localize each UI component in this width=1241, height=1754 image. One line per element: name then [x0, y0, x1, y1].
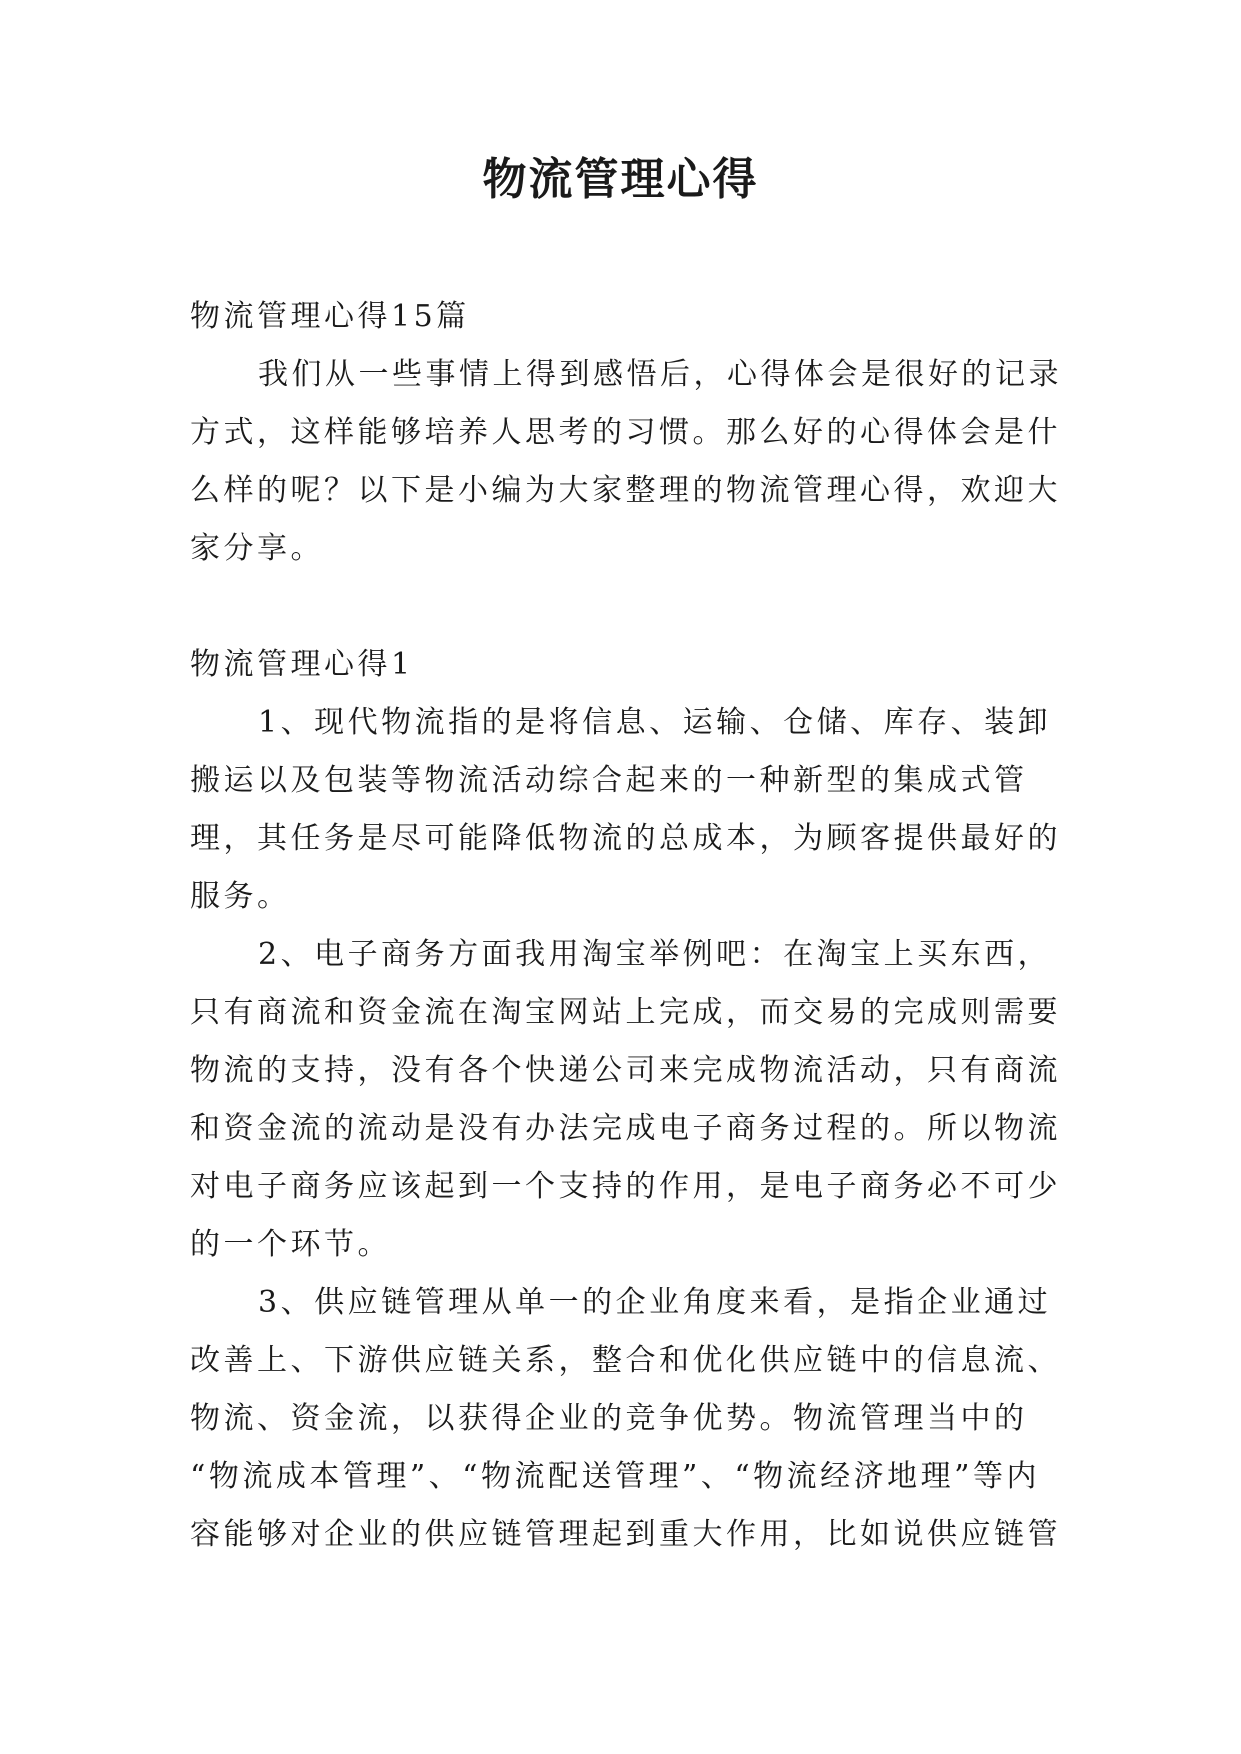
text-line: “物流成本管理”、“物流配送管理”、“物流经济地理”等内	[190, 1459, 1041, 1494]
text-line: 3、供应链管理从单一的企业角度来看，是指企业通过	[258, 1285, 1052, 1320]
text-line: 么样的呢？以下是小编为大家整理的物流管理心得，欢迎大	[190, 473, 1061, 508]
text-line: 容能够对企业的供应链管理起到重大作用，比如说供应链管	[190, 1517, 1061, 1552]
text-line: 搬运以及包装等物流活动综合起来的一种新型的集成式管	[190, 763, 1028, 798]
text-line: 只有商流和资金流在淘宝网站上完成，而交易的完成则需要	[190, 995, 1061, 1030]
blank-line	[190, 578, 1065, 636]
text-line: 1、现代物流指的是将信息、运输、仓储、库存、装卸	[258, 705, 1052, 740]
paragraph-1	[190, 694, 1065, 926]
text-line: 理，其任务是尽可能降低物流的总成本，为顾客提供最好的	[190, 821, 1061, 856]
text-line: 我们从一些事情上得到感悟后，心得体会是很好的记录	[258, 357, 1062, 392]
text-line: 家分享。	[190, 531, 324, 566]
section-heading: 物流管理心得1	[190, 647, 414, 682]
subtitle: 物流管理心得15篇	[190, 299, 470, 334]
text-line: 对电子商务应该起到一个支持的作用，是电子商务必不可少	[190, 1169, 1061, 1204]
paragraph-2	[190, 926, 1065, 1274]
paragraph-3	[190, 1274, 1065, 1564]
text-line: 物流的支持，没有各个快递公司来完成物流活动，只有商流	[190, 1053, 1061, 1088]
text-line: 改善上、下游供应链关系，整合和优化供应链中的信息流、	[190, 1343, 1061, 1378]
text-line: 2、电子商务方面我用淘宝举例吧：在淘宝上买东西，	[258, 937, 1052, 972]
text-line: 物流、资金流，以获得企业的竞争优势。物流管理当中的	[190, 1401, 1028, 1436]
document-title: 物流管理心得	[482, 154, 759, 205]
text-line: 和资金流的流动是没有办法完成电子商务过程的。所以物流	[190, 1111, 1061, 1146]
intro-paragraph	[190, 346, 1065, 578]
text-line: 方式，这样能够培养人思考的习惯。那么好的心得体会是什	[190, 415, 1061, 450]
text-line: 的一个环节。	[190, 1227, 391, 1262]
document-body	[190, 288, 1065, 1564]
text-line: 服务。	[190, 879, 291, 914]
